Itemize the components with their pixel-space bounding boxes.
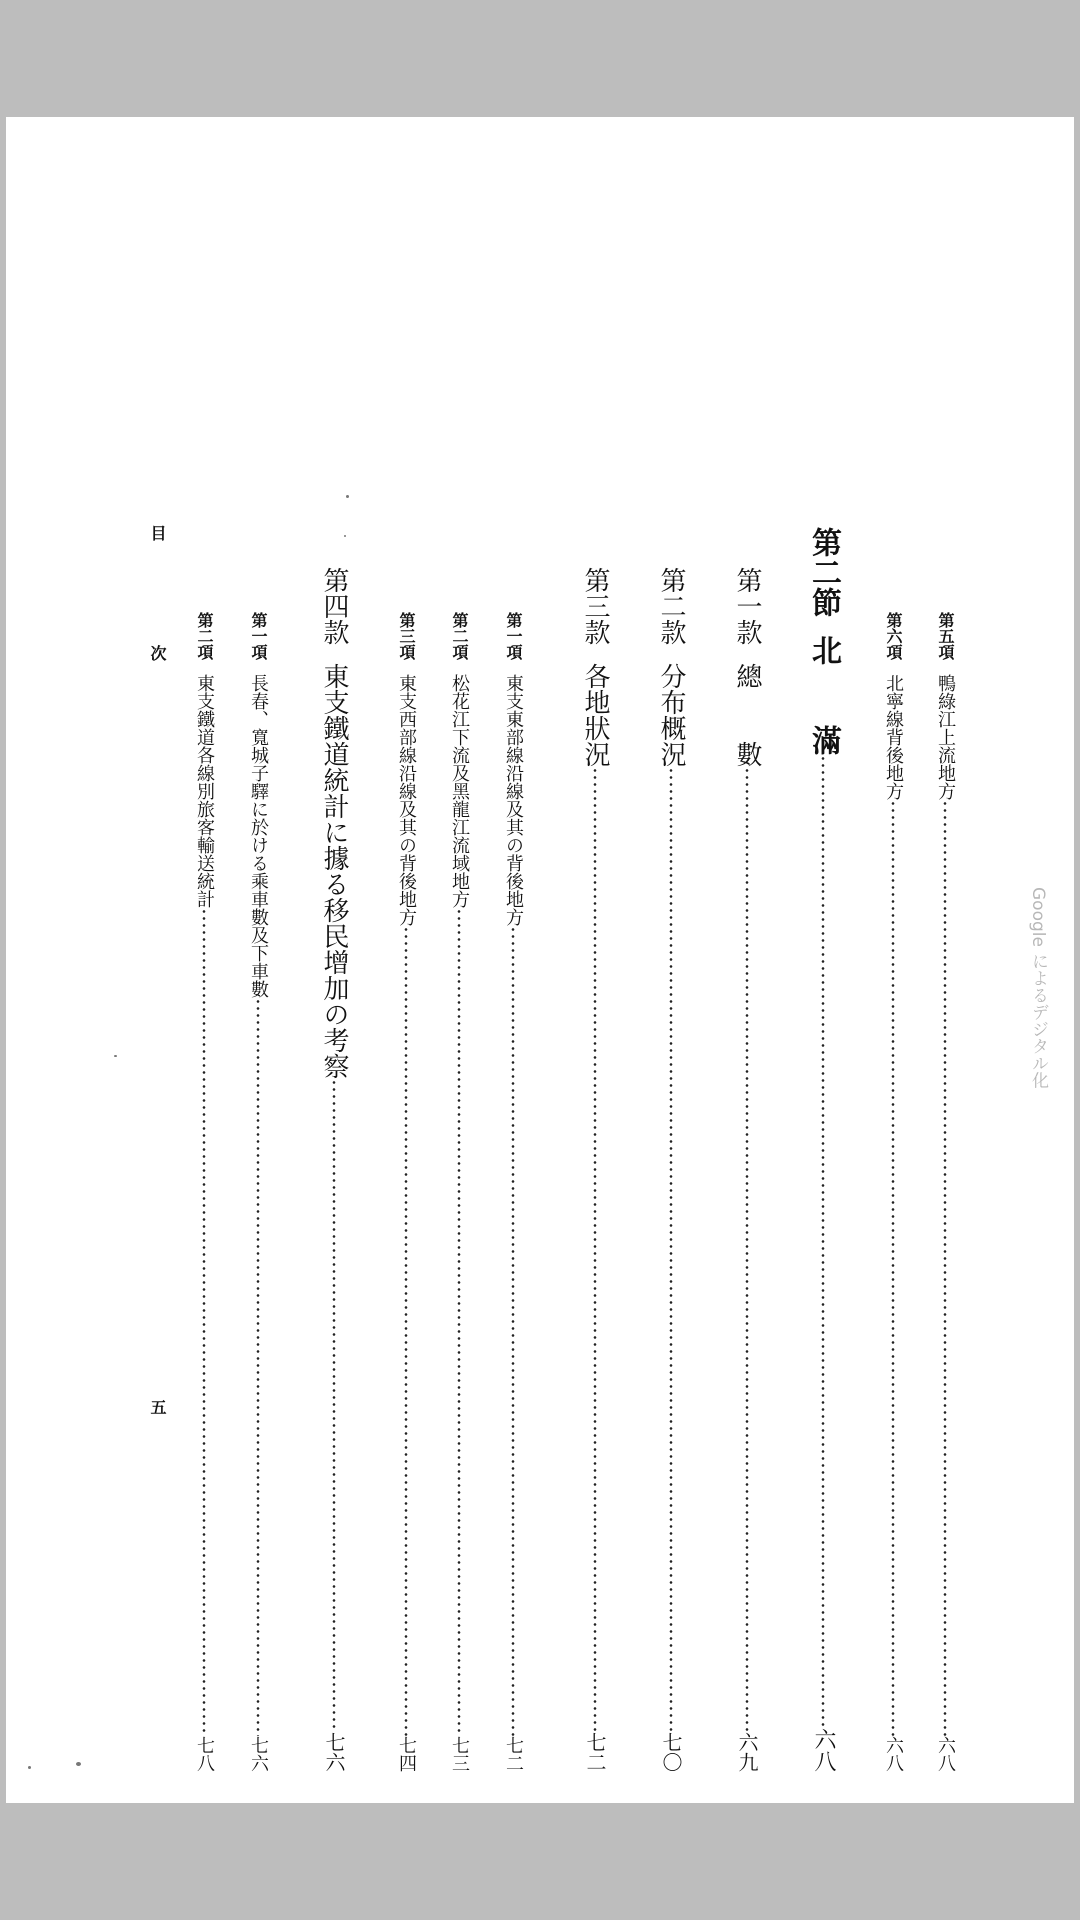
scan-speck: [76, 1762, 81, 1766]
scanned-page: [6, 117, 1074, 1803]
leader-dots: [808, 755, 838, 1728]
toc-entry-label: 第一款: [732, 567, 762, 645]
toc-entry-title: 長春、寬城子驛に於ける乘車數及下車數: [248, 674, 269, 998]
scan-speck: [114, 1055, 117, 1057]
toc-entry-title: 分布概況: [656, 663, 686, 767]
toc-entry-title: 北寧線背後地方: [883, 674, 904, 800]
toc-section-heading[interactable]: [806, 527, 841, 1772]
toc-entry[interactable]: [936, 612, 954, 1772]
leader-dots: [249, 998, 267, 1736]
scan-speck: [346, 495, 349, 498]
toc-entry-page: 六九: [735, 1732, 759, 1772]
leader-dots: [397, 926, 415, 1736]
toc-entry-label: 第一項: [504, 612, 523, 660]
toc-entry[interactable]: [450, 612, 468, 1772]
toc-entry-page: 七二: [583, 1732, 607, 1772]
toc-entry[interactable]: [582, 567, 608, 1772]
leader-dots: [936, 800, 954, 1736]
leader-dots: [504, 926, 522, 1736]
toc-entry-title: 各地狀況: [580, 663, 610, 767]
toc-entry-page: 七〇: [659, 1732, 683, 1772]
toc-entry-title: 東支鐵道統計に據る移民增加の考察: [319, 663, 349, 1079]
running-header-mokuji-1: 目: [148, 525, 167, 541]
toc-entry[interactable]: [321, 567, 347, 1772]
toc-entry[interactable]: [884, 612, 902, 1772]
running-header-mokuji-2: 次: [148, 645, 167, 661]
leader-dots: [321, 1079, 347, 1732]
toc-entry-label: 第一項: [249, 612, 268, 660]
toc-entry-label: 第二節: [806, 527, 841, 617]
toc-entry-label: 第二款: [656, 567, 686, 645]
page-folio: 五: [148, 1399, 167, 1415]
scan-speck: [28, 1766, 31, 1769]
toc-entry-label: 第三項: [397, 612, 416, 660]
scan-speck: [344, 535, 346, 537]
toc-entry-label: 第五項: [936, 612, 955, 660]
toc-entry-label: 第六項: [884, 612, 903, 660]
toc-entry-label: 第二項: [450, 612, 469, 660]
leader-dots: [582, 767, 608, 1732]
toc-entry[interactable]: [195, 612, 213, 1772]
toc-entry-page: 七六: [322, 1732, 346, 1772]
toc-entry-title: 松花江下流及黑龍江流域地方: [449, 674, 470, 908]
toc-entry-label: 第二項: [195, 612, 214, 660]
toc-entry-title: 東支東部線沿線及其の背後地方: [503, 674, 524, 926]
toc-entry-page: 七八: [194, 1736, 215, 1772]
digitization-watermark: Google によるデジタル化: [1028, 887, 1048, 1089]
toc-entry-page: 七四: [396, 1736, 417, 1772]
toc-entry[interactable]: [249, 612, 267, 1772]
toc-entry-title: 北 滿: [806, 635, 841, 755]
leader-dots: [734, 767, 760, 1732]
toc-entry-title: 東支鐵道各線別旅客輸送統計: [194, 674, 215, 908]
toc-entry-page: 六八: [883, 1736, 904, 1772]
toc-entry-title: 東支西部線沿線及其の背後地方: [396, 674, 417, 926]
toc-entry-title: 鴨綠江上流地方: [935, 674, 956, 800]
leader-dots: [884, 800, 902, 1736]
toc-entry-label: 第四款: [319, 567, 349, 645]
toc-entry[interactable]: [397, 612, 415, 1772]
leader-dots: [450, 908, 468, 1736]
toc-entry-page: 七三: [449, 1736, 470, 1772]
toc-entry-page: 七六: [248, 1736, 269, 1772]
toc-entry-label: 第三款: [580, 567, 610, 645]
toc-entry-page: 七二: [503, 1736, 524, 1772]
toc-entry[interactable]: [504, 612, 522, 1772]
toc-entry-title: 總 數: [732, 663, 762, 767]
toc-entry-page: 六八: [935, 1736, 956, 1772]
leader-dots: [195, 908, 213, 1736]
toc-entry-page: 六八: [811, 1728, 836, 1772]
toc-entry[interactable]: [658, 567, 684, 1772]
leader-dots: [658, 767, 684, 1732]
toc-entry[interactable]: [734, 567, 760, 1772]
